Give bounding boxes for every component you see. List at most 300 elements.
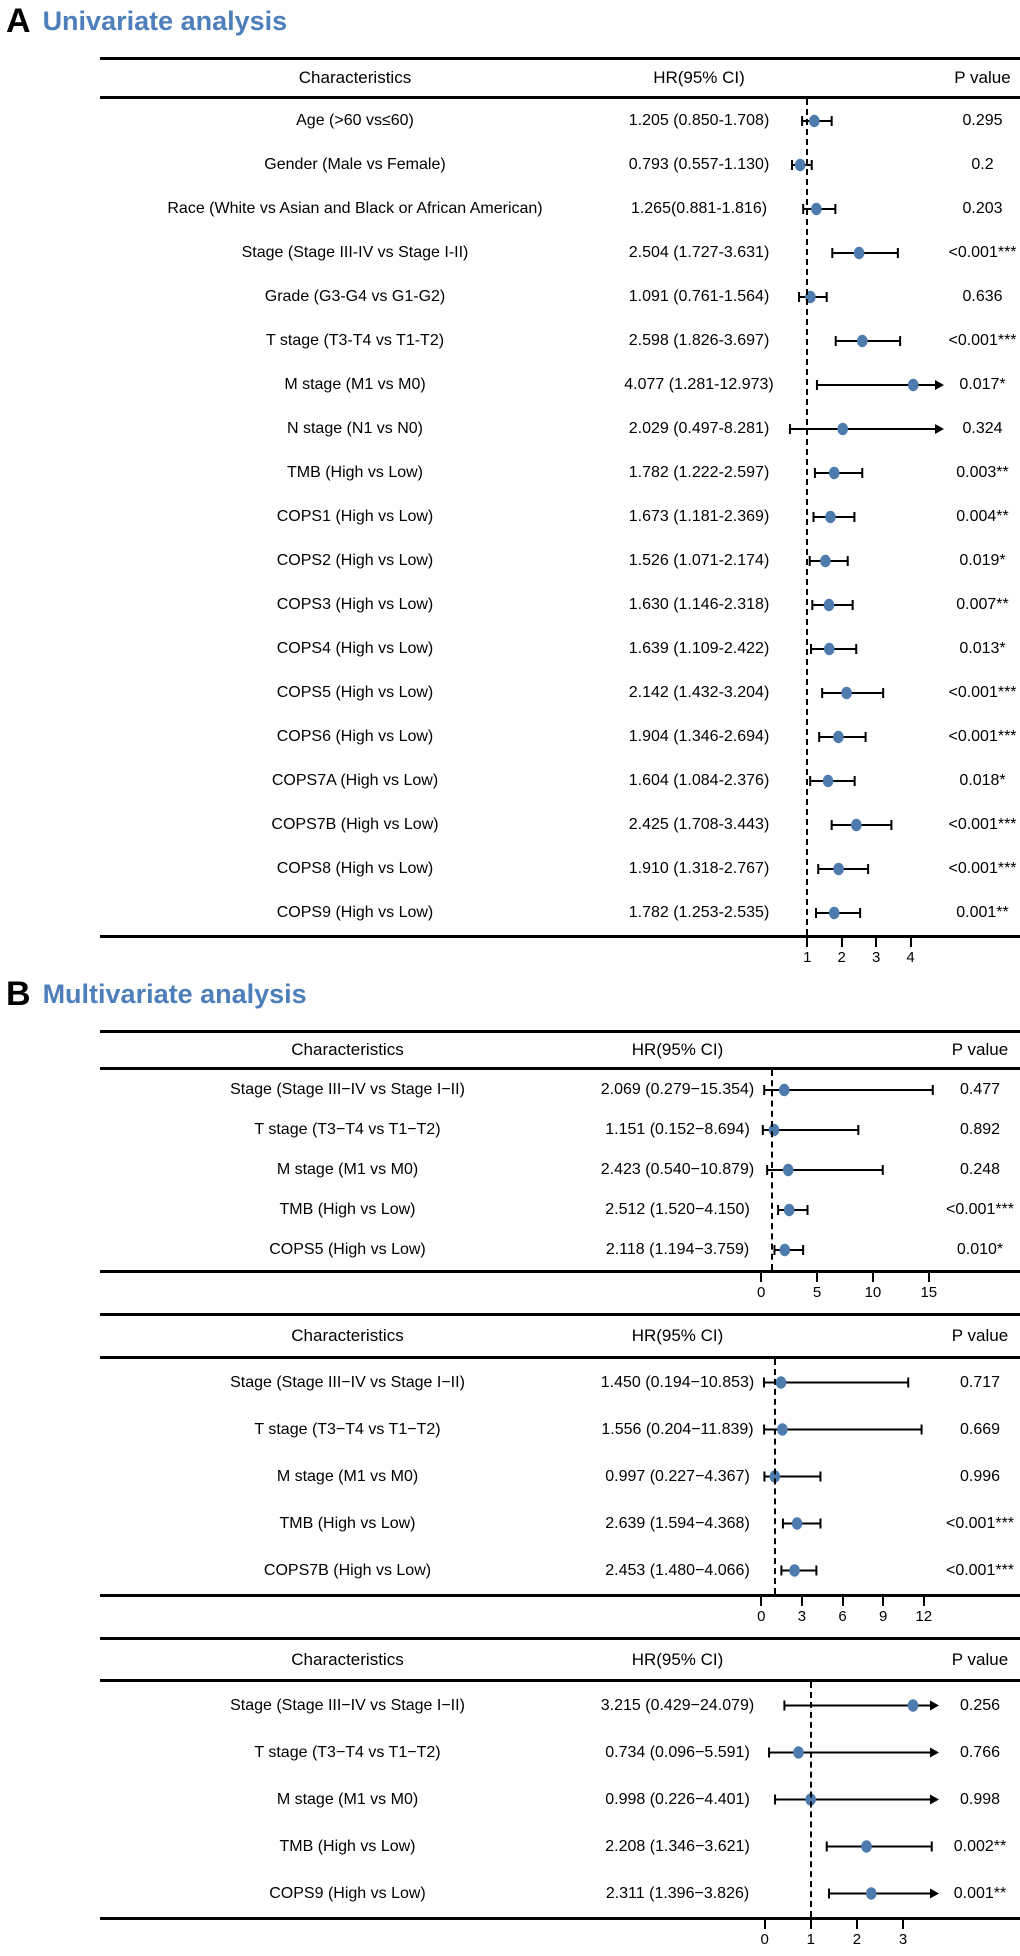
table-row [100,451,1020,495]
row-hr-ci-text: 1.904 (1.346-2.694) [628,728,770,745]
row-hr-ci-text: 1.630 (1.146-2.318) [628,596,770,613]
point-estimate-dot [783,1164,794,1176]
forest-marker-svg [788,803,945,847]
row-hr-ci-text: 3.215 (0.429−24.079) [600,1696,755,1714]
table-row [100,1453,1020,1500]
row-forest-marker [760,1110,940,1150]
row-p-value: 0.013* [959,640,1006,657]
forest-marker-svg [760,1406,940,1453]
row-label: COPS8 (High vs Low) [276,860,434,877]
col-header-p-value: P value [951,1040,1009,1059]
arrow-right-icon [930,1795,939,1805]
axis-tick-mark [923,1597,925,1606]
row-label: TMB (High vs Low) [286,464,424,481]
point-estimate-dot [824,643,835,655]
table-row [100,1500,1020,1547]
point-estimate-dot [908,379,919,391]
axis-tick-label: 12 [915,1608,933,1625]
row-hr-ci-text: 2.504 (1.727-3.631) [628,244,770,261]
panel-a-letter: A [6,2,31,40]
row-p-value: 0.002** [953,1837,1007,1855]
table-rows [100,1359,1020,1597]
panel-b-title [6,975,307,1014]
x-axis [100,1920,1020,1956]
x-axis [100,938,1020,974]
table-row [100,803,1020,847]
table-header-row [100,1313,1020,1359]
row-p-value: <0.001*** [948,244,1017,261]
row-forest-marker [788,715,945,759]
row-forest-marker [760,1230,940,1270]
row-label: Stage (Stage III−IV vs Stage I−II) [230,1373,465,1391]
row-hr-ci-text: 1.639 (1.109-2.422) [628,640,770,657]
axis-tick-mark [875,938,877,947]
row-forest-marker [788,143,945,187]
table-row [100,1230,1020,1270]
row-hr-ci-text: 1.526 (1.071-2.174) [628,552,770,569]
arrow-right-icon [930,1889,939,1899]
table-rows [100,1070,1020,1273]
col-header-hr-ci: HR(95% CI) [631,1326,724,1345]
point-estimate-dot [793,1746,804,1758]
point-estimate-dot [824,599,835,611]
forest-marker-svg [788,583,945,627]
table-row [100,1406,1020,1453]
forest-marker-svg [788,847,945,891]
forest-marker-svg [788,319,945,363]
forest-table-multivariate-cops5 [100,1030,1020,1309]
row-p-value: 0.010* [956,1241,1004,1258]
point-estimate-dot [854,247,865,259]
axis-tick-mark [801,1597,803,1606]
forest-marker-svg [788,187,945,231]
forest-marker-svg [788,143,945,187]
forest-marker-svg [788,627,945,671]
forest-marker-svg [760,1823,940,1870]
row-hr-ci-text: 1.091 (0.761-1.564) [628,288,770,305]
forest-marker-svg [760,1359,940,1406]
axis-tick-label: 1 [806,1931,815,1948]
row-hr-ci-text: 4.077 (1.281-12.973) [624,376,774,393]
row-hr-ci-text: 1.450 (0.194−10.853) [600,1373,755,1391]
row-forest-marker [760,1823,940,1870]
row-hr-ci-text: 2.453 (1.480−4.066) [605,1561,750,1579]
axis-tick-mark [810,1920,812,1929]
row-forest-marker [760,1776,940,1823]
row-p-value: 0.256 [959,1696,1001,1714]
row-forest-marker [788,275,945,319]
row-hr-ci-text: 2.423 (0.540−10.879) [600,1161,755,1178]
point-estimate-dot [777,1423,788,1435]
point-estimate-dot [820,555,831,567]
point-estimate-dot [866,1887,877,1899]
axis-tick-label: 15 [920,1284,938,1301]
row-label: T stage (T3−T4 vs T1−T2) [254,1420,441,1438]
row-hr-ci-text: 2.512 (1.520−4.150) [605,1201,750,1218]
row-forest-marker [788,363,945,407]
row-forest-marker [760,1070,940,1110]
row-p-value: 0.248 [959,1161,1001,1178]
forest-marker-svg [788,363,945,407]
forest-marker-svg [760,1776,940,1823]
table-row [100,847,1020,891]
row-forest-marker [760,1150,940,1190]
table-header-row [100,1637,1020,1682]
row-hr-ci-text: 2.639 (1.594−4.368) [605,1514,750,1532]
row-hr-ci-text: 1.782 (1.253-2.535) [628,904,770,921]
row-forest-marker [760,1453,940,1500]
table-row [100,407,1020,451]
row-label: Gender (Male vs Female) [264,156,446,173]
row-forest-marker [760,1500,940,1547]
point-estimate-dot [833,731,844,743]
forest-marker-svg [788,759,945,803]
row-p-value: <0.001*** [945,1514,1015,1532]
row-label: TMB (High vs Low) [279,1514,416,1532]
row-label: COPS9 (High vs Low) [276,904,434,921]
table-row [100,1190,1020,1230]
axis-tick-mark [806,938,808,947]
row-p-value: 0.003** [956,464,1009,481]
table-row [100,759,1020,803]
reference-line-hr1 [771,1070,773,1270]
table-row [100,1870,1020,1917]
row-forest-marker [788,451,945,495]
row-label: Grade (G3-G4 vs G1-G2) [264,288,446,305]
row-p-value: 0.717 [959,1373,1001,1391]
forest-marker-svg [788,231,945,275]
axis-tick-mark [856,1920,858,1929]
col-header-characteristics: Characteristics [291,1649,404,1669]
point-estimate-dot [837,423,848,435]
row-label: Race (White vs Asian and Black or African American) [167,200,543,217]
forest-marker-svg [788,407,945,451]
row-p-value: <0.001*** [948,728,1017,745]
row-p-value: <0.001*** [948,684,1017,701]
axis-tick-mark [760,1597,762,1606]
row-forest-marker [788,583,945,627]
row-label: M stage (M1 vs M0) [276,1467,419,1485]
row-forest-marker [788,187,945,231]
table-row [100,627,1020,671]
row-label: M stage (M1 vs M0) [276,1790,419,1808]
table-row [100,1547,1020,1594]
row-label: Stage (Stage III−IV vs Stage I−II) [230,1081,465,1098]
point-estimate-dot [861,1840,872,1852]
axis-tick-label: 0 [756,1284,766,1301]
point-estimate-dot [841,687,852,699]
table-row [100,1682,1020,1729]
table-header-row [100,1030,1020,1070]
row-forest-marker [788,627,945,671]
row-forest-marker [760,1870,940,1917]
table-row [100,143,1020,187]
table-row [100,583,1020,627]
forest-table-univariate [100,57,1020,974]
col-header-characteristics: Characteristics [298,68,412,87]
arrow-right-icon [935,380,944,390]
axis-tick-label: 10 [864,1284,882,1301]
arrow-right-icon [930,1748,939,1758]
row-hr-ci-text: 2.208 (1.346−3.621) [605,1837,750,1855]
row-forest-marker [760,1682,940,1729]
row-label: COPS7B (High vs Low) [263,1561,432,1579]
row-hr-ci-text: 0.998 (0.226−4.401) [605,1790,750,1808]
row-p-value: 0.004** [956,508,1009,525]
forest-marker-svg [788,451,945,495]
col-header-p-value: P value [954,68,1011,87]
row-p-value: 0.017* [959,376,1006,393]
axis-tick-label: 3 [871,949,881,966]
row-p-value: <0.001*** [948,816,1017,833]
forest-marker-svg [760,1453,940,1500]
row-hr-ci-text: 1.151 (0.152−8.694) [605,1121,750,1138]
table-rows [100,1682,1020,1920]
panel-a-title [6,2,287,41]
row-label: COPS4 (High vs Low) [276,640,434,657]
row-hr-ci-text: 2.425 (1.708-3.443) [628,816,770,833]
row-forest-marker [788,99,945,143]
forest-marker-svg [788,671,945,715]
row-hr-ci-text: 0.793 (0.557-1.130) [628,156,770,173]
axis-tick-label: 1 [803,949,812,966]
row-hr-ci-text: 0.997 (0.227−4.367) [605,1467,750,1485]
row-forest-marker [788,891,945,935]
axis-tick-mark [842,1597,844,1606]
row-forest-marker [760,1729,940,1776]
row-label: COPS2 (High vs Low) [276,552,434,569]
point-estimate-dot [789,1564,800,1576]
table-row [100,1823,1020,1870]
forest-marker-svg [760,1682,940,1729]
axis-tick-mark [841,938,843,947]
forest-marker-svg [788,99,945,143]
table-header-row [100,57,1020,99]
row-label: COPS7A (High vs Low) [271,772,439,789]
row-label: Stage (Stage III-IV vs Stage I-II) [241,244,469,261]
table-row [100,1776,1020,1823]
axis-tick-label: 0 [760,1931,769,1948]
table-row [100,187,1020,231]
table-row [100,363,1020,407]
row-p-value: 0.018* [959,772,1006,789]
row-p-value: 0.892 [959,1121,1001,1138]
forest-marker-svg [760,1729,940,1776]
row-label: TMB (High vs Low) [279,1201,416,1218]
row-p-value: 0.996 [959,1467,1001,1485]
point-estimate-dot [829,467,840,479]
forest-marker-svg [760,1190,940,1230]
forest-marker-svg [760,1547,940,1594]
arrow-right-icon [930,1701,939,1711]
table-row [100,1729,1020,1776]
row-hr-ci-text: 2.118 (1.194−3.759) [605,1241,750,1258]
axis-tick-mark [928,1273,930,1282]
row-hr-ci-text: 2.142 (1.432-3.204) [628,684,770,701]
forest-marker-svg [788,715,945,759]
col-header-hr-ci: HR(95% CI) [653,68,745,87]
row-label: Stage (Stage III−IV vs Stage I−II) [230,1696,465,1714]
row-label: COPS7B (High vs Low) [271,816,439,833]
table-row [100,539,1020,583]
row-forest-marker [760,1547,940,1594]
x-axis [100,1273,1020,1309]
row-hr-ci-text: 2.598 (1.826-3.697) [628,332,770,349]
row-label: COPS6 (High vs Low) [276,728,434,745]
row-forest-marker [788,847,945,891]
axis-tick-label: 5 [812,1284,822,1301]
reference-line-hr1 [806,99,808,935]
point-estimate-dot [792,1517,803,1529]
point-estimate-dot [809,115,820,127]
point-estimate-dot [779,1084,790,1096]
table-row [100,1110,1020,1150]
col-header-p-value: P value [951,1326,1009,1345]
row-p-value: 0.477 [959,1081,1001,1098]
reference-line-hr1 [810,1682,812,1917]
table-row [100,1150,1020,1190]
row-p-value: 0.203 [962,200,1003,217]
row-label: TMB (High vs Low) [279,1837,416,1855]
forest-marker-svg [760,1500,940,1547]
row-hr-ci-text: 2.069 (0.279−15.354) [600,1081,755,1098]
row-label: N stage (N1 vs N0) [286,420,424,437]
point-estimate-dot [851,819,862,831]
row-forest-marker [760,1406,940,1453]
forest-marker-svg [760,1870,940,1917]
axis-tick-label: 9 [878,1608,888,1625]
row-p-value: 0.019* [959,552,1006,569]
forest-marker-svg [788,539,945,583]
row-p-value: 0.766 [959,1743,1001,1761]
row-p-value: <0.001*** [948,332,1017,349]
forest-marker-svg [788,495,945,539]
col-header-hr-ci: HR(95% CI) [631,1040,724,1059]
row-forest-marker [788,539,945,583]
point-estimate-dot [776,1376,787,1388]
axis-tick-label: 4 [906,949,915,966]
row-forest-marker [788,231,945,275]
row-p-value: 0.636 [962,288,1003,305]
row-forest-marker [788,671,945,715]
axis-tick-mark [764,1920,766,1929]
row-label: COPS5 (High vs Low) [276,684,434,701]
panel-b-title-text: Multivariate analysis [42,979,307,1009]
row-hr-ci-text: 1.673 (1.181-2.369) [628,508,770,525]
row-hr-ci-text: 1.782 (1.222-2.597) [628,464,770,481]
row-hr-ci-text: 0.734 (0.096−5.591) [605,1743,750,1761]
point-estimate-dot [829,907,840,919]
table-row [100,99,1020,143]
axis-tick-label: 3 [797,1608,807,1625]
table-row [100,495,1020,539]
row-label: Age (>60 vs≤60) [296,112,414,129]
forest-marker-svg [760,1150,940,1190]
col-header-characteristics: Characteristics [291,1326,404,1345]
row-forest-marker [788,319,945,363]
row-label: T stage (T3−T4 vs T1−T2) [254,1121,441,1138]
row-forest-marker [788,407,945,451]
axis-tick-label: 0 [757,1608,766,1625]
row-hr-ci-text: 2.311 (1.396−3.826) [605,1884,750,1902]
row-label: COPS3 (High vs Low) [276,596,434,613]
row-hr-ci-text: 1.556 (0.204−11.839) [601,1420,754,1438]
point-estimate-dot [811,203,822,215]
forest-table-multivariate-cops9 [100,1637,1020,1956]
panel-a-title-text: Univariate analysis [42,6,288,36]
row-p-value: 0.998 [959,1790,1001,1808]
axis-tick-mark [882,1597,884,1606]
row-hr-ci-text: 1.205 (0.850-1.708) [628,112,770,129]
point-estimate-dot [784,1204,795,1216]
table-row [100,715,1020,759]
point-estimate-dot [823,775,834,787]
row-p-value: <0.001*** [945,1201,1015,1218]
axis-tick-label: 6 [838,1608,847,1625]
point-estimate-dot [779,1244,790,1256]
row-forest-marker [788,803,945,847]
row-label: COPS1 (High vs Low) [276,508,434,525]
table-rows [100,99,1020,938]
row-p-value: 0.2 [971,156,994,173]
col-header-p-value: P value [951,1649,1009,1669]
axis-tick-mark [872,1273,874,1282]
forest-marker-svg [760,1110,940,1150]
row-p-value: 0.001** [956,904,1009,921]
row-label: COPS9 (High vs Low) [269,1884,426,1902]
table-row [100,231,1020,275]
row-p-value: <0.001*** [948,860,1017,877]
col-header-characteristics: Characteristics [291,1040,404,1059]
forest-marker-svg [760,1070,940,1110]
forest-table-multivariate-cops7b [100,1313,1020,1633]
row-label: M stage (M1 vs M0) [276,1161,419,1178]
row-forest-marker [760,1190,940,1230]
panel-b-letter: B [6,975,31,1013]
row-forest-marker [788,759,945,803]
row-hr-ci-text: 2.029 (0.497-8.281) [628,420,770,437]
row-label: T stage (T3-T4 vs T1-T2) [265,332,445,349]
point-estimate-dot [825,511,836,523]
forest-marker-svg [788,891,945,935]
forest-marker-svg [760,1230,940,1270]
row-p-value: 0.007** [956,596,1009,613]
point-estimate-dot [769,1124,780,1136]
row-hr-ci-text: 1.265(0.881-1.816) [630,200,768,217]
axis-tick-label: 2 [837,949,846,966]
point-estimate-dot [908,1699,919,1711]
point-estimate-dot [795,159,806,171]
row-p-value: <0.001*** [945,1561,1015,1579]
table-row [100,1070,1020,1110]
row-p-value: 0.001** [953,1884,1007,1902]
axis-tick-label: 3 [898,1931,908,1948]
row-hr-ci-text: 1.604 (1.084-2.376) [628,772,770,789]
arrow-right-icon [935,424,944,434]
row-p-value: 0.669 [959,1420,1001,1438]
axis-tick-mark [760,1273,762,1282]
row-forest-marker [788,495,945,539]
col-header-hr-ci: HR(95% CI) [631,1649,724,1669]
point-estimate-dot [857,335,868,347]
x-axis [100,1597,1020,1633]
row-hr-ci-text: 1.910 (1.318-2.767) [628,860,770,877]
row-p-value: 0.295 [962,112,1003,129]
table-row [100,1359,1020,1406]
axis-tick-label: 2 [852,1931,862,1948]
row-p-value: 0.324 [962,420,1003,437]
table-row [100,891,1020,935]
